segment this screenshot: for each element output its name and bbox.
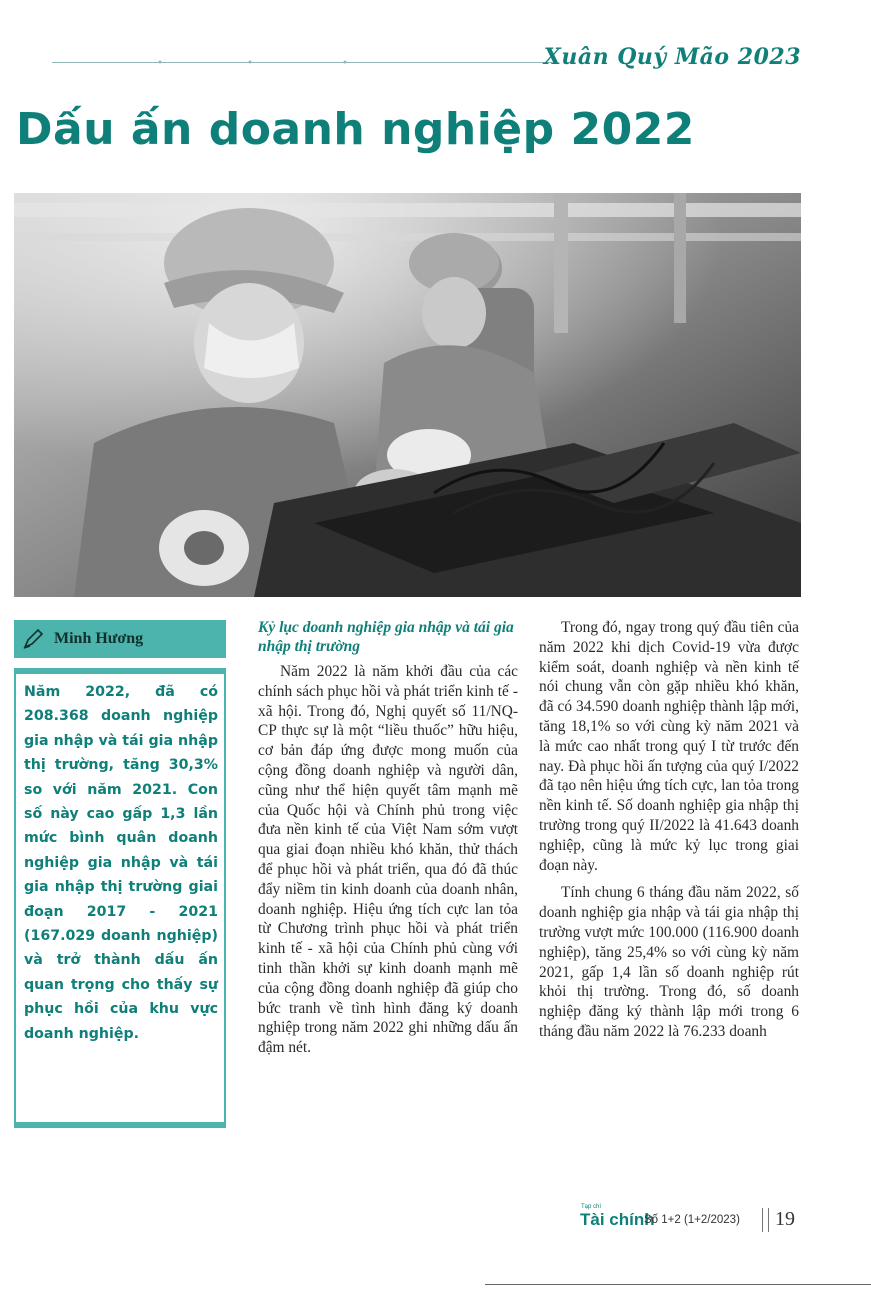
summary-text: Năm 2022, đã có 208.368 doanh nghiệp gia nhập và tái gia nhập thị trường, tăng 30,3% so với năm 2021. Con số này cao gấp 1,3 lần mức bình quân doanh nghiệp gia nhập và tái gia nhập thị trường giai đoạn 2017 - 2021 (167.029 doanh nghiệp) và trở thành dấu ấn quan trọng cho thấy sự phục hồi của khu vực doanh nghiệp. — [24, 684, 218, 1042]
section-heading: Kỷ lục doanh nghiệp gia nhập và tái gia nhập thị trường — [258, 619, 514, 655]
author-byline — [14, 620, 226, 658]
footer-divider — [762, 1208, 769, 1232]
issue-label: Xuân Quý Mão 2023 — [543, 44, 801, 70]
paragraph: Tính chung 6 tháng đầu năm 2022, số doanh nghiệp gia nhập và tái gia nhập thị trường vượt mức 100.000 (116.900 doanh nghiệp), tăng 25,4% so với cùng kỳ năm 2021, gấp 1,4 lần số doanh nghiệp rút khỏi thị trường. Trong đó, số doanh nghiệp đăng ký thành lập mới trong 6 tháng đầu năm 2022 là 76.233 doanh — [539, 884, 799, 1040]
issue-number: Số 1+2 (1+2/2023) — [644, 1214, 740, 1226]
bottom-rule — [485, 1284, 871, 1285]
author-name: Minh Hương — [54, 630, 144, 647]
paragraph: Trong đó, ngay trong quý đầu tiên của năm 2022 khi dịch Covid-19 vừa được kiểm soát, doanh nghiệp và nền kinh tế nói chung vẫn còn gặp nhiều khó khăn, đã có 34.590 doanh nghiệp thành lập mới, tăng 18,1% so với cùng kỳ năm 2021 và là mức cao nhất trong quý I từ trước đến nay. Đà phục hồi ấn tượng của quý I/2022 đã tạo nên hiệu ứng tích cực, lan tỏa trong nền kinh tế. Số doanh nghiệp gia nhập thị trường trong quý II/2022 là 41.643 doanh nghiệp, cũng là mức kỷ lục trong giai đoạn này. — [539, 619, 799, 874]
article-column-2 — [258, 618, 518, 1066]
magazine-brand-small: Tạp chí — [581, 1204, 602, 1210]
paragraph: Năm 2022 là năm khởi đầu của các chính sách phục hồi và phát triển kinh tế - xã hội. Trong đó, Nghị quyết số 11/NQ-CP thực sự là một “liều thuốc” hữu hiệu, cơ bản đáp ứng được mong muốn của cộng đồng doanh nghiệp và người dân, cũng như thể hiện quyết tâm mạnh mẽ của Quốc hội và Chính phủ trong việc đưa nền kinh tế của Việt Nam sớm vượt qua giai đoạn nhiều khó khăn, thử thách để phục hồi và phát triển, qua đó đã thúc đẩy niềm tin kinh doanh của doanh nhân, doanh nghiệp. Hiệu ứng tích cực lan tỏa từ Chương trình phục hồi và phát triển kinh tế - xã hội của Chính phủ cùng với tinh thần khởi sự kinh doanh mạnh mẽ của cộng đồng doanh nghiệp đã giúp cho bức tranh về tình hình đăng ký doanh nghiệp trong năm 2022 ghi những dấu ấn đậm nét. — [258, 663, 518, 1057]
header-ornament — [140, 58, 540, 66]
magazine-brand: Tài chính — [580, 1210, 655, 1229]
pen-icon — [22, 628, 44, 650]
summary-box — [14, 668, 226, 1128]
article-column-3 — [539, 618, 799, 1050]
factory-workers-photo — [14, 193, 801, 597]
page-title: Dấu ấn doanh nghiệp 2022 — [16, 104, 695, 155]
page-number: 19 — [775, 1208, 795, 1230]
